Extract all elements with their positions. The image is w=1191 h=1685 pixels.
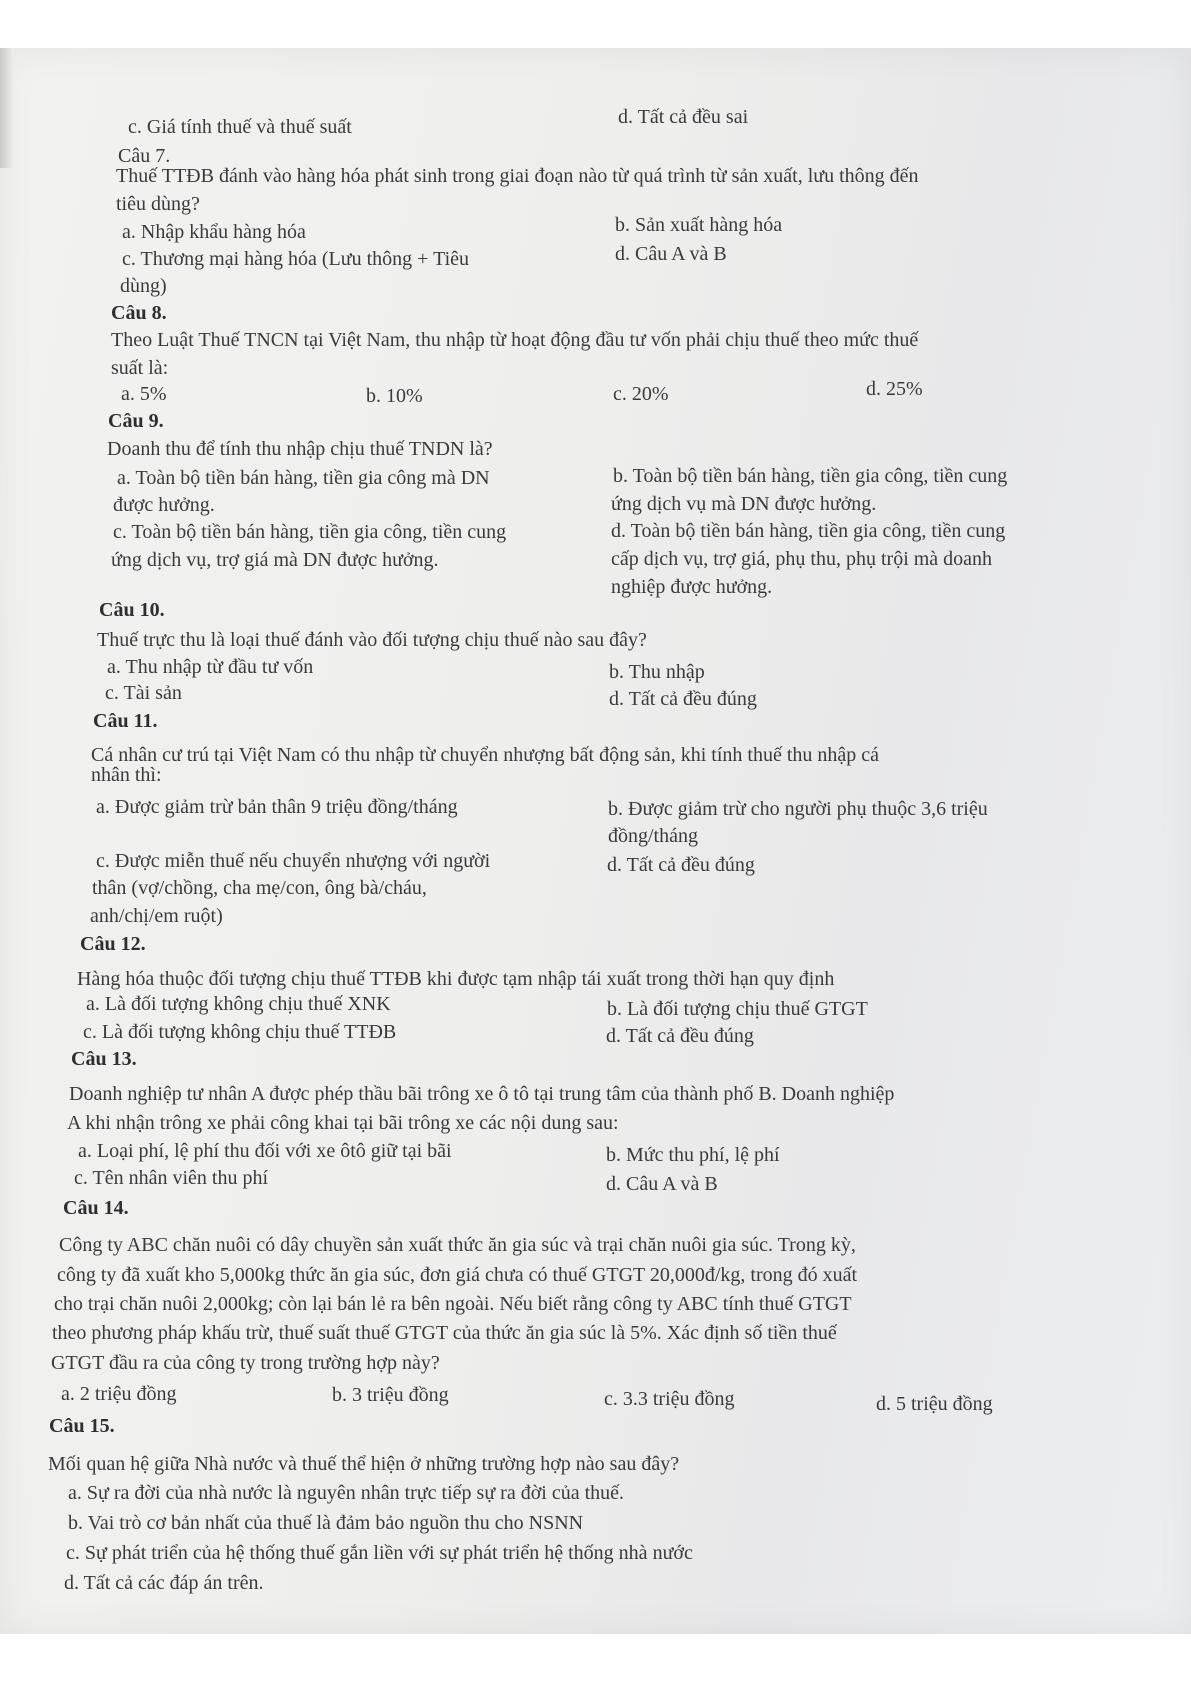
q15-option-d: d. Tất cả các đáp án trên. (64, 1572, 264, 1594)
q6-option-d: d. Tất cả đều sai (618, 106, 749, 128)
q11-option-b-line-1: b. Được giảm trừ cho người phụ thuộc 3,6 triệu (608, 798, 988, 820)
q7-option-c-line-1: c. Thương mại hàng hóa (Lưu thông + Tiêu (122, 248, 470, 270)
q12-option-b: b. Là đối tượng chịu thuế GTGT (607, 998, 868, 1020)
q10-option-d: d. Tất cả đều đúng (609, 688, 757, 710)
q9-option-d-line-1: d. Toàn bộ tiền bán hàng, tiền gia công, tiền cung (611, 520, 1006, 542)
q9-option-c-line-2: ứng dịch vụ, trợ giá mà DN được hưởng. (111, 549, 439, 571)
q15-stem: Mối quan hệ giữa Nhà nước và thuế thể hiện ở những trường hợp nào sau đây? (48, 1453, 680, 1475)
q15-option-c: c. Sự phát triển của hệ thống thuế gắn liền với sự phát triển hệ thống nhà nước (66, 1542, 693, 1564)
q14-option-a: a. 2 triệu đồng (61, 1383, 177, 1405)
q9-option-b-line-1: b. Toàn bộ tiền bán hàng, tiền gia công, tiền cung (613, 465, 1008, 487)
q13-title: Câu 13. (71, 1048, 137, 1070)
q15-title: Câu 15. (49, 1415, 115, 1437)
q12-stem: Hàng hóa thuộc đối tượng chịu thuế TTĐB khi được tạm nhập tái xuất trong thời hạn quy định (77, 968, 835, 990)
q11-option-c-line-3: anh/chị/em ruột) (90, 905, 223, 927)
q13-option-c: c. Tên nhân viên thu phí (74, 1167, 269, 1189)
q7-option-a: a. Nhập khẩu hàng hóa (122, 221, 306, 243)
q8-option-a: a. 5% (121, 383, 167, 405)
q7-option-d: d. Câu A và B (615, 243, 727, 265)
q12-option-a: a. Là đối tượng không chịu thuế XNK (86, 993, 391, 1015)
q7-title: Câu 7. (118, 145, 171, 167)
q14-stem-line-2: công ty đã xuất kho 5,000kg thức ăn gia súc, đơn giá chưa có thuế GTGT 20,000đ/kg, trong đó xuất (57, 1264, 858, 1286)
q10-option-a: a. Thu nhập từ đầu tư vốn (107, 656, 314, 678)
q9-option-a-line-2: được hưởng. (113, 494, 215, 516)
q11-stem-line-1: Cá nhân cư trú tại Việt Nam có thu nhập từ chuyển nhượng bất động sản, khi tính thuế thu nhập cá (91, 744, 880, 766)
q8-option-d: d. 25% (866, 378, 923, 400)
sheet-edge-shadow (0, 48, 14, 168)
q14-stem-line-3: cho trại chăn nuôi 2,000kg; còn lại bán lẻ ra bên ngoài. Nếu biết rằng công ty ABC tính thuế GTGT (54, 1293, 852, 1315)
q9-option-d-line-3: nghiệp được hưởng. (611, 576, 773, 598)
q7-option-b: b. Sản xuất hàng hóa (615, 214, 783, 236)
q13-option-d: d. Câu A và B (606, 1173, 718, 1195)
q14-option-c: c. 3.3 triệu đồng (604, 1388, 735, 1410)
q8-stem-line-2: suất là: (111, 357, 169, 379)
q8-option-b: b. 10% (366, 385, 423, 407)
q12-option-c: c. Là đối tượng không chịu thuế TTĐB (83, 1021, 397, 1043)
q11-option-b-line-2: đồng/tháng (608, 825, 698, 847)
q9-title: Câu 9. (108, 410, 164, 432)
q14-stem-line-4: theo phương pháp khấu trừ, thuế suất thuế GTGT của thức ăn gia súc là 5%. Xác định số tiền thuế (52, 1322, 837, 1344)
q7-stem-line-1: Thuế TTĐB đánh vào hàng hóa phát sinh trong giai đoạn nào từ quá trình từ sản xuất, lưu thông đến (116, 165, 919, 187)
q11-option-c-line-2: thân (vợ/chồng, cha mẹ/con, ông bà/cháu, (92, 877, 427, 899)
q11-stem-line-2: nhân thì: (91, 764, 162, 786)
q13-stem-line-2: A khi nhận trông xe phải công khai tại bãi trông xe các nội dung sau: (67, 1112, 619, 1134)
q8-option-c: c. 20% (613, 383, 669, 405)
q14-option-b: b. 3 triệu đồng (332, 1384, 449, 1406)
q10-option-b: b. Thu nhập (609, 661, 705, 683)
q14-stem-line-1: Công ty ABC chăn nuôi có dây chuyền sản xuất thức ăn gia súc và trại chăn nuôi gia súc. Trong kỳ, (59, 1234, 856, 1256)
q11-title: Câu 11. (93, 710, 158, 732)
q7-stem-line-2: tiêu dùng? (116, 193, 200, 215)
q13-option-b: b. Mức thu phí, lệ phí (606, 1144, 780, 1166)
q11-option-a: a. Được giảm trừ bản thân 9 triệu đồng/tháng (96, 796, 458, 818)
q15-option-b: b. Vai trò cơ bản nhất của thuế là đảm bảo nguồn thu cho NSNN (68, 1512, 584, 1534)
q8-stem-line-1: Theo Luật Thuế TNCN tại Việt Nam, thu nhập từ hoạt động đầu tư vốn phải chịu thuế theo mức thuế (111, 329, 919, 351)
q10-title: Câu 10. (99, 599, 165, 621)
bottom-margin (0, 1634, 1191, 1685)
exam-sheet (0, 48, 1191, 1634)
top-margin (0, 0, 1191, 48)
q13-stem-line-1: Doanh nghiệp tư nhân A được phép thầu bãi trông xe ô tô tại trung tâm của thành phố B. Doanh nghiệp (69, 1083, 895, 1105)
q9-option-b-line-2: ứng dịch vụ mà DN được hưởng. (611, 493, 877, 515)
q6-option-c: c. Giá tính thuế và thuế suất (128, 116, 352, 138)
q14-option-d: d. 5 triệu đồng (876, 1393, 993, 1415)
q13-option-a: a. Loại phí, lệ phí thu đối với xe ôtô giữ tại bãi (78, 1140, 452, 1162)
q9-option-c-line-1: c. Toàn bộ tiền bán hàng, tiền gia công, tiền cung (113, 521, 507, 543)
q7-option-c-line-2: dùng) (120, 275, 167, 297)
q11-option-c-line-1: c. Được miễn thuế nếu chuyển nhượng với người (96, 850, 491, 872)
q11-option-d: d. Tất cả đều đúng (607, 854, 755, 876)
q14-stem-line-5: GTGT đầu ra của công ty trong trường hợp này? (51, 1352, 440, 1374)
q12-option-d: d. Tất cả đều đúng (606, 1025, 754, 1047)
q9-option-d-line-2: cấp dịch vụ, trợ giá, phụ thu, phụ trội mà doanh (611, 548, 993, 570)
q9-option-a-line-1: a. Toàn bộ tiền bán hàng, tiền gia công mà DN (117, 467, 490, 489)
q10-stem: Thuế trực thu là loại thuế đánh vào đối tượng chịu thuế nào sau đây? (97, 629, 647, 651)
q12-title: Câu 12. (80, 933, 146, 955)
q8-title: Câu 8. (111, 302, 167, 324)
q14-title: Câu 14. (63, 1197, 129, 1219)
q10-option-c: c. Tài sản (105, 682, 182, 704)
q15-option-a: a. Sự ra đời của nhà nước là nguyên nhân trực tiếp sự ra đời của thuế. (68, 1482, 625, 1504)
q9-stem: Doanh thu để tính thu nhập chịu thuế TNDN là? (107, 438, 493, 460)
